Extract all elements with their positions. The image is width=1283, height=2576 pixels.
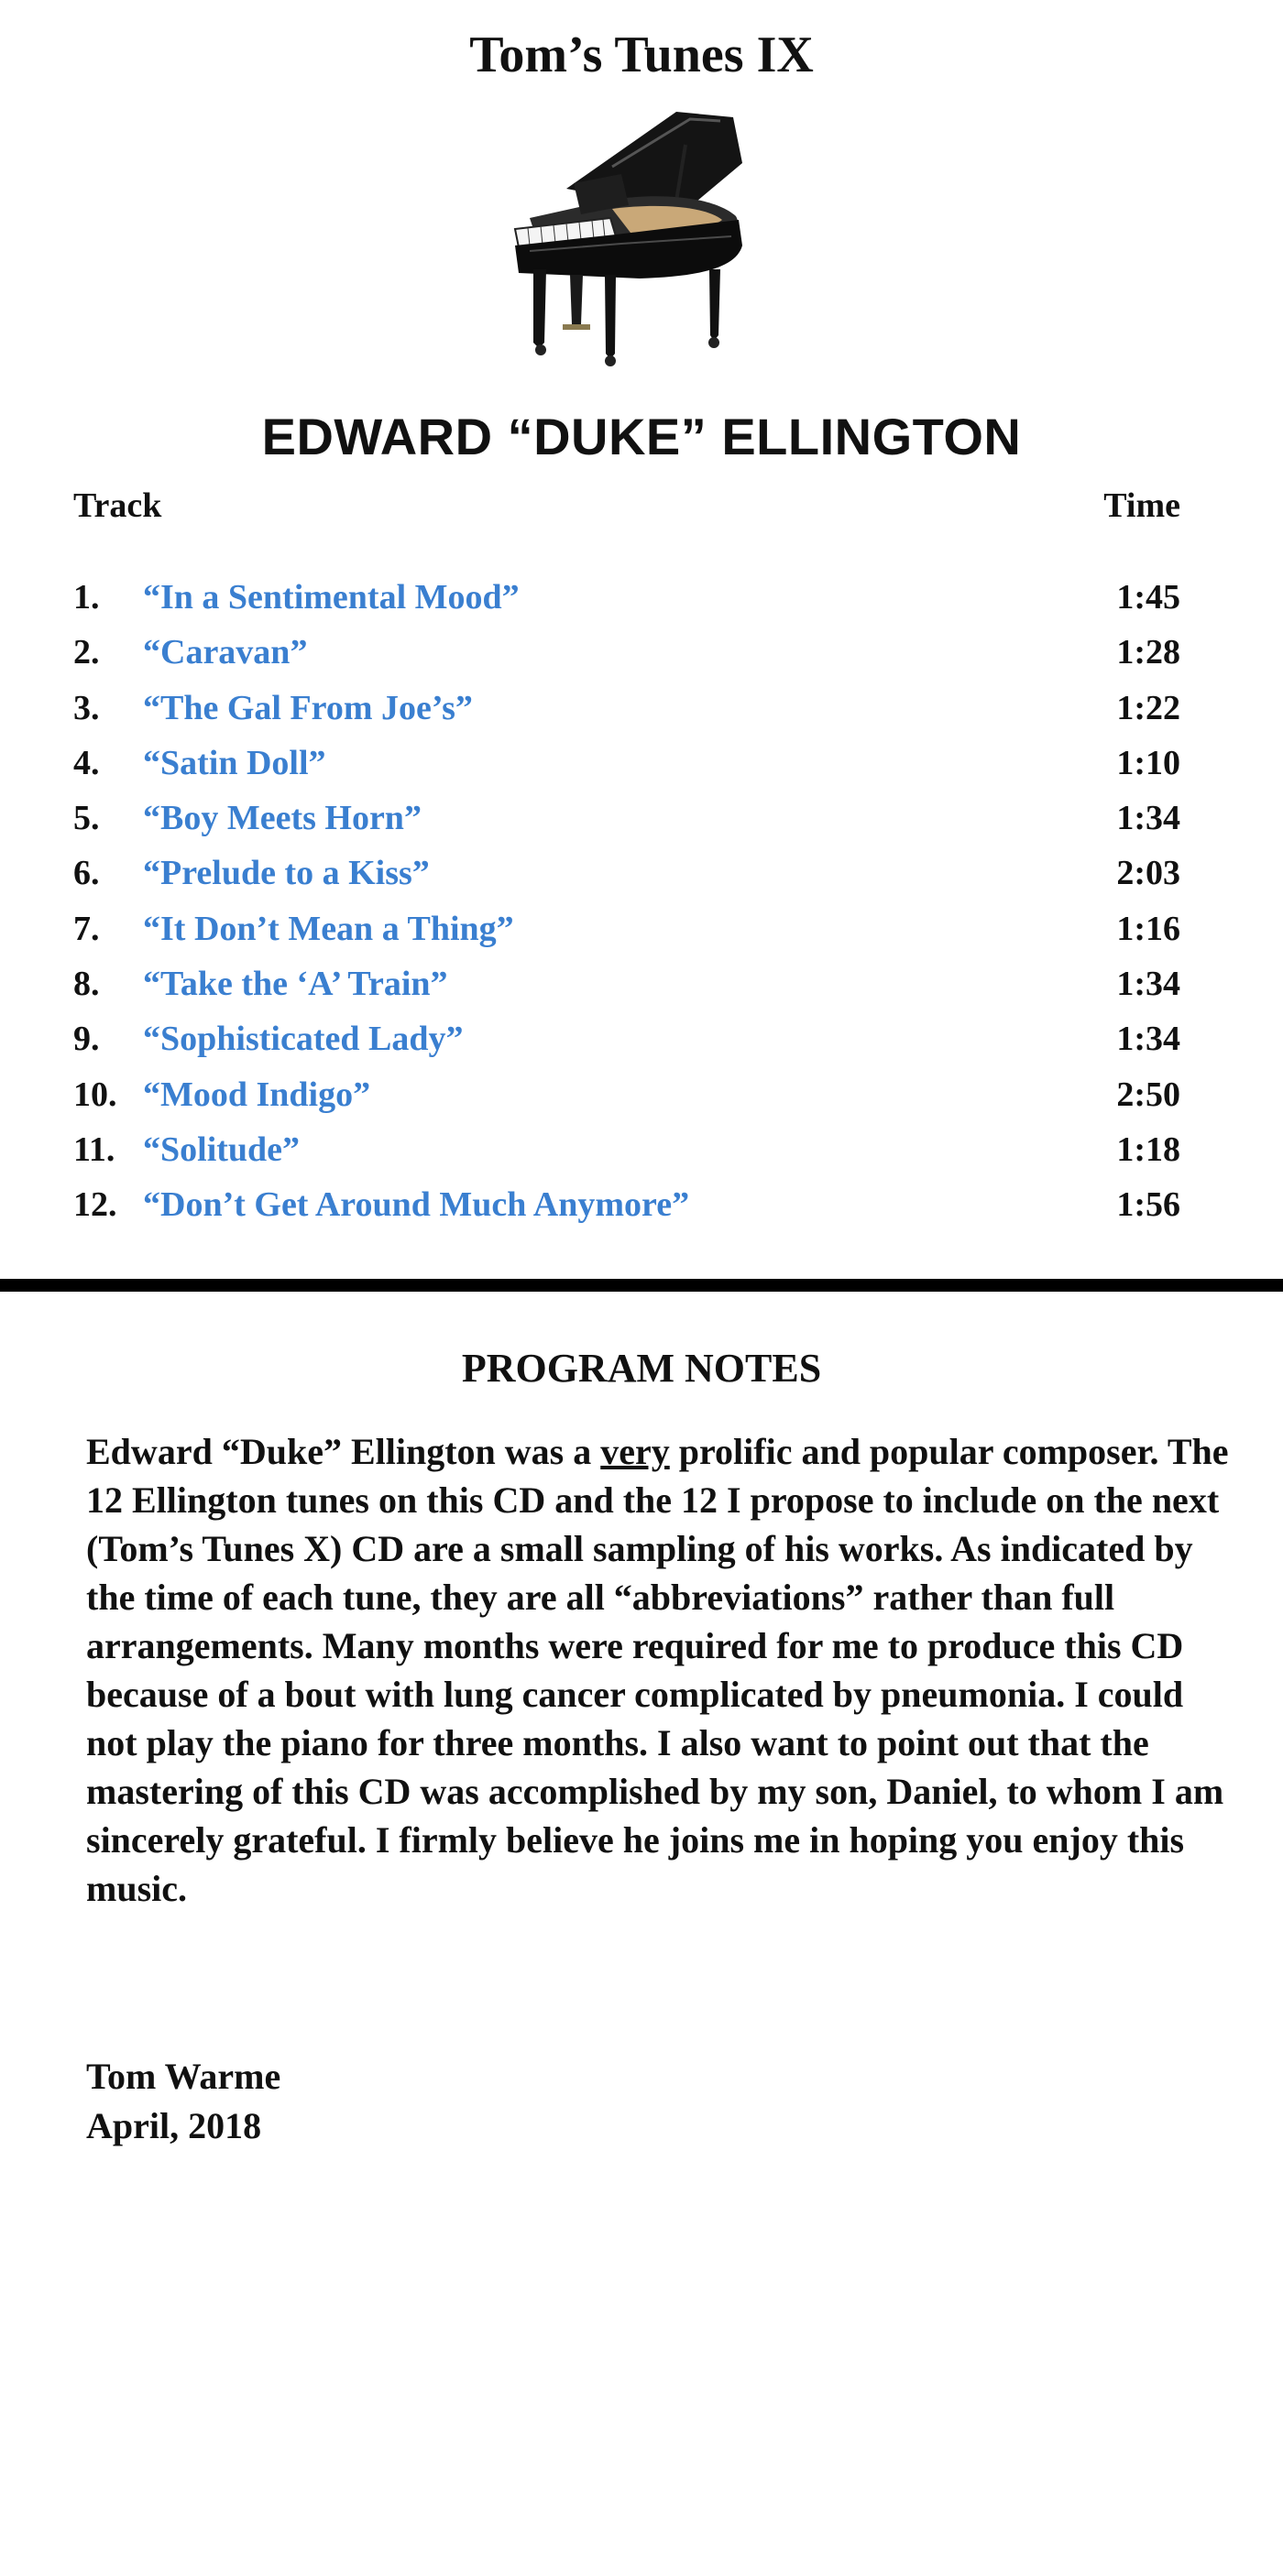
- track-title: “Satin Doll”: [143, 743, 326, 782]
- track-time: 1:45: [1116, 578, 1180, 617]
- time-column-header: Time: [1103, 486, 1180, 525]
- track-row: [0, 853, 1283, 908]
- track-column-header: Track: [73, 486, 162, 525]
- track-number: 11.: [73, 1130, 115, 1169]
- track-time: 1:22: [1116, 688, 1180, 727]
- program-notes-body: [86, 1427, 1241, 1913]
- track-title: “Sophisticated Lady”: [143, 1020, 464, 1059]
- notes-text-lead: Edward “Duke” Ellington was a: [86, 1431, 601, 1472]
- track-row: [0, 743, 1283, 798]
- track-number: 10.: [73, 1075, 117, 1114]
- track-row: [0, 632, 1283, 687]
- signature-name: Tom Warme: [86, 2056, 281, 2097]
- track-title: “In a Sentimental Mood”: [143, 578, 520, 617]
- track-time: 1:10: [1116, 743, 1180, 782]
- composer-heading: EDWARD “DUKE” ELLINGTON: [261, 408, 1022, 465]
- track-row: [0, 909, 1283, 964]
- track-row: [0, 688, 1283, 743]
- track-title: “Take the ‘A’ Train”: [143, 965, 448, 1004]
- track-row: [0, 964, 1283, 1019]
- program-notes-heading: PROGRAM NOTES: [461, 1346, 822, 1391]
- track-number: 8.: [73, 965, 100, 1004]
- track-title: “Caravan”: [143, 633, 308, 672]
- track-number: 4.: [73, 743, 100, 782]
- track-time: 2:03: [1116, 854, 1180, 893]
- track-time: 1:56: [1116, 1185, 1180, 1225]
- track-row: [0, 577, 1283, 632]
- track-row: [0, 798, 1283, 853]
- track-number: 9.: [73, 1020, 100, 1059]
- track-title: “It Don’t Mean a Thing”: [143, 909, 514, 948]
- track-list: [0, 577, 1283, 1240]
- track-title: “Solitude”: [143, 1130, 301, 1169]
- track-number: 2.: [73, 633, 100, 672]
- track-title: “Mood Indigo”: [143, 1075, 371, 1114]
- notes-text-rest: prolific and popular composer. The 12 Ellington tunes on this CD and the 12 I propose to include on the next (Tom’s Tunes X) CD are a small sampling of his works. As indicated by the time of each tune, they are all “abbreviations” rather than full arrangements. Many months were required for me to produce this CD because of a bout with lung cancer complicated by pneumonia. I could not play the piano for three months. I also want to point out that the mastering of this CD was accomplished by my son, Daniel, to whom I am sincerely grateful. I firmly believe he joins me in hoping you enjoy this music.: [86, 1431, 1229, 1909]
- track-number: 5.: [73, 799, 100, 838]
- track-time: 1:34: [1116, 799, 1180, 838]
- track-row: [0, 1130, 1283, 1184]
- track-title: “Boy Meets Horn”: [143, 799, 422, 838]
- track-row: [0, 1075, 1283, 1130]
- track-number: 1.: [73, 578, 100, 617]
- grand-piano-icon: [502, 108, 750, 366]
- track-time: 2:50: [1116, 1075, 1180, 1114]
- notes-emphasis: very: [600, 1431, 670, 1472]
- track-row: [0, 1184, 1283, 1239]
- track-number: 3.: [73, 688, 100, 727]
- track-title: “Prelude to a Kiss”: [143, 854, 430, 893]
- track-number: 12.: [73, 1185, 117, 1225]
- signature-date: April, 2018: [86, 2105, 262, 2146]
- track-number: 6.: [73, 854, 100, 893]
- track-title: “Don’t Get Around Much Anymore”: [143, 1185, 690, 1225]
- track-number: 7.: [73, 909, 100, 948]
- signature-block: [86, 2052, 280, 2151]
- section-divider: [0, 1279, 1283, 1292]
- track-title: “The Gal From Joe’s”: [143, 688, 473, 727]
- track-time: 1:18: [1116, 1130, 1180, 1169]
- track-time: 1:34: [1116, 1020, 1180, 1059]
- track-time: 1:28: [1116, 633, 1180, 672]
- track-time: 1:16: [1116, 909, 1180, 948]
- track-time: 1:34: [1116, 965, 1180, 1004]
- track-row: [0, 1019, 1283, 1074]
- album-title: Tom’s Tunes IX: [469, 27, 814, 83]
